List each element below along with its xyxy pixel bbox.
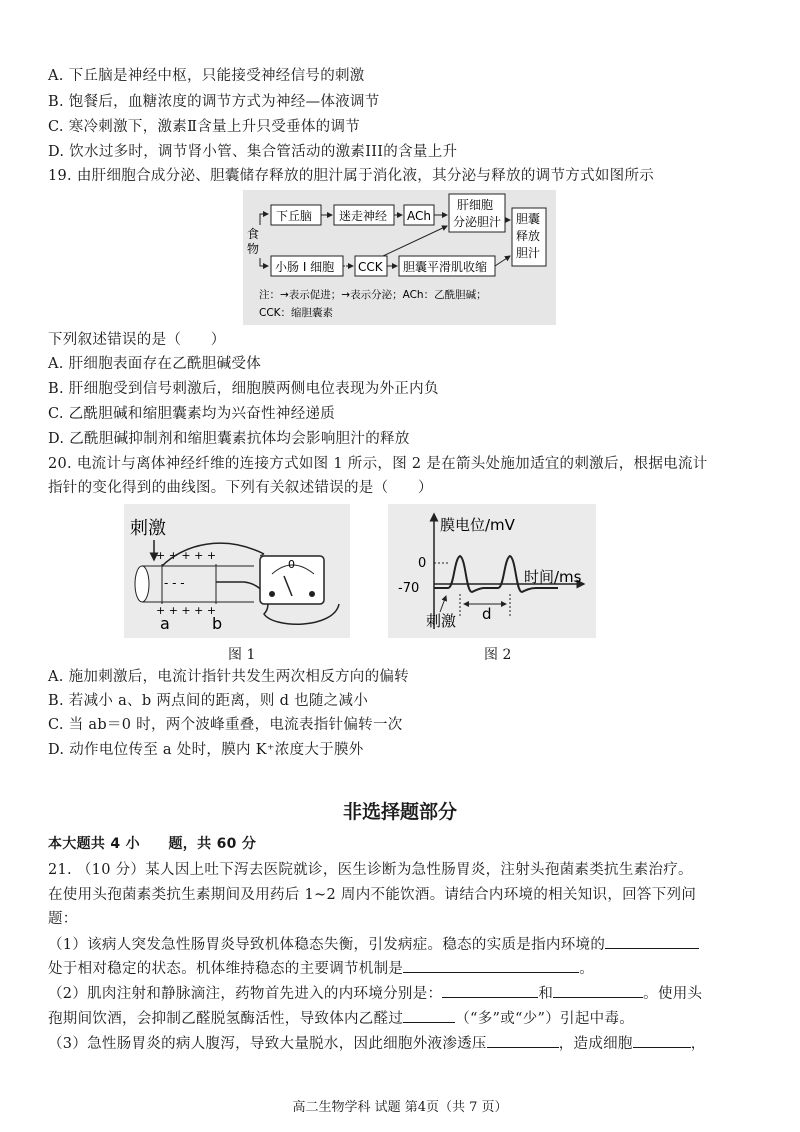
q21-part-3c-text: ， xyxy=(690,1036,706,1052)
q21-part-3a-text: （3）急性肠胃炎的病人腹泻，导致大量脱水，因此细胞外液渗透压 xyxy=(48,1036,487,1052)
q21-part-2d-text: 孢期间饮酒，会抑制乙醛脱氢酶活性，导致体内乙醛过 xyxy=(48,1011,404,1027)
answer-blank-1[interactable] xyxy=(605,934,699,949)
q21-part-2b xyxy=(48,1008,634,1029)
fig1-plus-bottom: + + + + + xyxy=(156,604,217,617)
answer-blank-3[interactable] xyxy=(442,983,538,998)
q20-option-c: C. 当 ab＝0 时，两个波峰重叠，电流表指针偏转一次 xyxy=(48,717,403,733)
q20-option-d: D. 动作电位传至 a 处时，膜内 K⁺浓度大于膜外 xyxy=(48,742,364,758)
figure-2-membrane-potential xyxy=(388,504,596,638)
q19-option-c: C. 乙酰胆碱和缩胆囊素均为兴奋性神经递质 xyxy=(48,406,336,422)
q21-part-2b-text: 和 xyxy=(538,986,554,1002)
answer-blank-5[interactable] xyxy=(403,1008,455,1023)
answer-blank-6[interactable] xyxy=(487,1033,559,1048)
q21-part-1c-text: 。 xyxy=(579,961,595,977)
q21-part-2c-text: 。使用头 xyxy=(643,986,703,1002)
answer-blank-4[interactable] xyxy=(553,983,643,998)
answer-blank-7[interactable] xyxy=(633,1033,691,1048)
q21-part-1a xyxy=(48,934,699,955)
q21-line-2: 在使用头孢菌素类抗生素期间及用药后 1~2 周内不能饮酒。请结合内环境的相关知识，回答下列问 xyxy=(48,887,697,903)
fig2-neg70: -70 xyxy=(398,581,420,596)
section-info: 本大题共 4 小 题，共 60 分 xyxy=(48,836,257,852)
vagus-label: 迷走神经 xyxy=(339,209,388,223)
q21-part-1a-text: （1）该病人突发急性肠胃炎导致机体稳态失衡，引发病症。稳态的实质是指内环境的 xyxy=(48,937,606,953)
q21-line-3: 题： xyxy=(48,911,78,927)
fig1-plus-top: + + + + + xyxy=(156,549,217,562)
q20-option-b: B. 若减小 a、b 两点间的距离，则 d 也随之减小 xyxy=(48,693,369,709)
q18-option-c: C. 寒冷刺激下，激素Ⅱ含量上升只受垂体的调节 xyxy=(48,119,361,135)
gallbladder-label-2: 释放 xyxy=(516,229,541,243)
q18-option-b: B. 饱餐后，血糖浓度的调节方式为神经—体液调节 xyxy=(48,94,380,110)
section-title: 非选择题部分 xyxy=(342,801,457,823)
intestine-label: 小肠 I 细胞 xyxy=(275,260,335,274)
q21-part-1b-text: 处于相对稳定的状态。机体维持稳态的主要调节机制是 xyxy=(48,961,404,977)
diagram-note-1: 注：→表示促进；→表示分泌；ACh：乙酰胆碱； xyxy=(259,289,487,301)
q21-part-3b-text: ，造成细胞 xyxy=(558,1036,633,1052)
liver-label-2: 分泌胆汁 xyxy=(453,215,502,229)
fig2-zero: 0 xyxy=(418,556,427,571)
cck-label: CCK xyxy=(358,260,383,274)
page-footer: 高二生物学科 试题 第4页（共 7 页） xyxy=(292,1100,508,1115)
contraction-label: 胆囊平滑肌收缩 xyxy=(403,260,488,274)
q21-line-1: 21. （10 分）某人因上吐下泻去医院就诊，医生诊断为急性肠胃炎，注射头孢菌素类抗生素治疗。 xyxy=(48,862,693,878)
ach-label: ACh xyxy=(407,209,431,223)
q19-option-d: D. 乙酰胆碱抑制剂和缩胆囊素抗体均会影响胆汁的释放 xyxy=(48,431,410,447)
q18-option-d: D. 饮水过多时，调节肾小管、集合管活动的激素III的含量上升 xyxy=(48,144,458,160)
answer-blank-2[interactable] xyxy=(403,958,579,973)
q18-option-a: A. 下丘脑是神经中枢，只能接受神经信号的刺激 xyxy=(48,68,365,84)
q21-part-1b xyxy=(48,958,594,979)
q19-prompt: 下列叙述错误的是（ ） xyxy=(48,332,226,348)
fig1-point-a: a xyxy=(160,614,170,633)
fig2-xlabel: 时间/ms xyxy=(524,568,582,586)
q21-part-2a xyxy=(48,983,702,1004)
q19-option-b: B. 肝细胞受到信号刺激后，细胞膜两侧电位表现为外正内负 xyxy=(48,381,439,397)
fig1-point-b: b xyxy=(212,614,223,633)
hypothalamus-label: 下丘脑 xyxy=(276,209,313,223)
fig1-zero-label: 0 xyxy=(288,558,295,571)
fig2-stimulus: 刺激 xyxy=(426,612,457,630)
q19-option-a: A. 肝细胞表面存在乙酰胆碱受体 xyxy=(48,356,261,372)
fig2-ylabel: 膜电位/mV xyxy=(440,516,515,534)
q19-stem: 19. 由肝细胞合成分泌、胆囊储存释放的胆汁属于消化液，其分泌与释放的调节方式如图所示 xyxy=(48,168,655,184)
liver-label-1: 肝细胞 xyxy=(457,198,494,212)
q21-part-2e-text: （“多”或“少”）引起中毒。 xyxy=(455,1011,635,1027)
gallbladder-label-3: 胆汁 xyxy=(516,246,541,260)
gallbladder-label-1: 胆囊 xyxy=(516,212,541,226)
fig2-d-label: d xyxy=(482,605,492,623)
q20-stem-2: 指针的变化得到的曲线图。下列有关叙述错误的是（ ） xyxy=(48,480,433,496)
figure-2-caption: 图 2 xyxy=(484,647,512,663)
q20-option-a: A. 施加刺激后，电流计指针共发生两次相反方向的偏转 xyxy=(48,669,409,685)
bile-regulation-diagram xyxy=(243,190,556,325)
q21-part-3 xyxy=(48,1033,706,1054)
q20-stem-1: 20. 电流计与离体神经纤维的连接方式如图 1 所示，图 2 是在箭头处施加适宜的刺激后，根据电流计 xyxy=(48,456,708,472)
fig1-minus: - - - xyxy=(164,576,185,590)
food-label-2: 物 xyxy=(247,242,260,256)
q21-part-2a-text: （2）肌肉注射和静脉滴注，药物首先进入的内环境分别是： xyxy=(48,986,443,1002)
food-label-1: 食 xyxy=(247,227,260,241)
figure-1-galvanometer xyxy=(124,504,350,638)
figure-1-caption: 图 1 xyxy=(228,647,256,663)
diagram-note-2: CCK：缩胆囊素 xyxy=(259,307,334,319)
fig1-stimulus-label: 刺激 xyxy=(130,518,166,539)
